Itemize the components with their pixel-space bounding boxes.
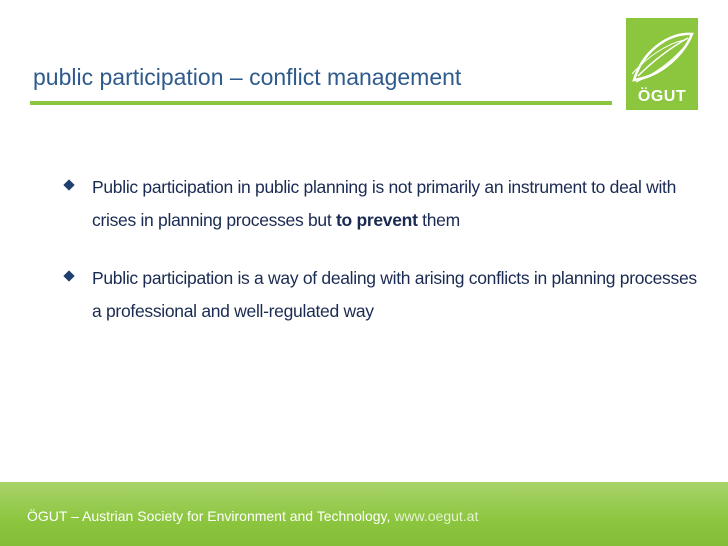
bullet-list: [60, 171, 700, 353]
logo-text: ÖGUT: [637, 88, 687, 105]
title-underline: [30, 101, 612, 105]
bullet-text: [92, 171, 700, 237]
diamond-bullet-icon: [63, 270, 74, 281]
diamond-bullet-icon: [63, 179, 74, 190]
bullet-text: Public participation is a way of dealing with arising conflicts in planning processes a professional and well-regulated way: [92, 268, 697, 321]
bullet-item: [60, 171, 700, 237]
bullet-item: [60, 262, 700, 328]
oegut-logo: [626, 18, 698, 110]
bullet-text-part: them: [417, 210, 460, 230]
footer-text: [27, 508, 478, 524]
bullet-emphasis: to prevent: [336, 210, 418, 230]
footer-org: ÖGUT – Austrian Society for Environment and Technology,: [27, 508, 395, 524]
footer-bar: [0, 482, 728, 546]
bullet-text-part: Public participation in public planning is not primarily an instrument to deal with crises in planning processes but: [92, 177, 677, 230]
slide-title: public participation – conflict management: [33, 64, 462, 90]
footer-link[interactable]: www.oegut.at: [394, 508, 479, 524]
